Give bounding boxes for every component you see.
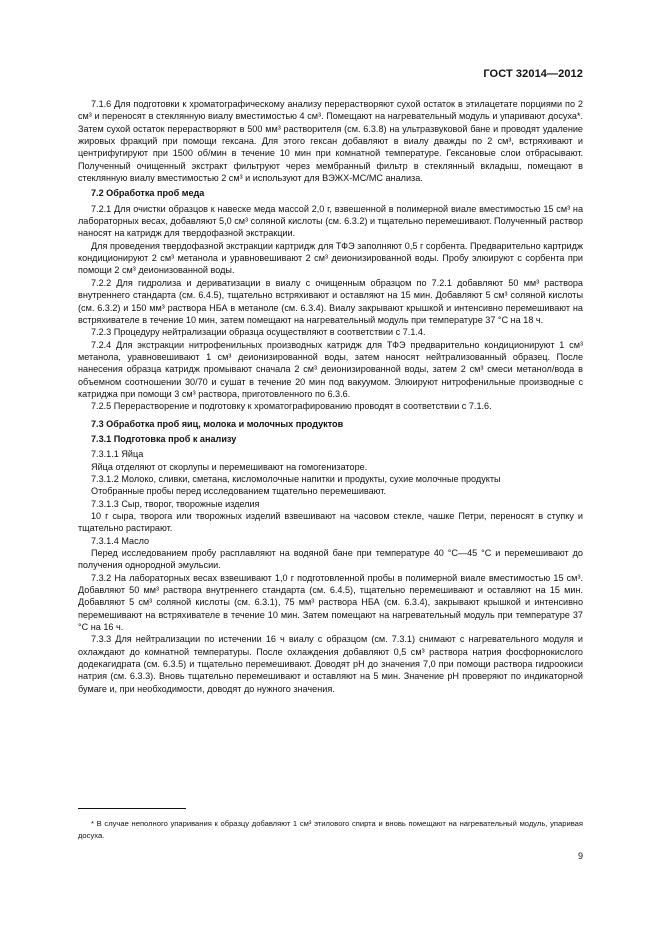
page-number: 9 — [577, 851, 583, 861]
item-heading-milk: 7.3.1.2 Молоко, сливки, сметана, кисломолочные напитки и продукты, сухие молочные продукты — [91, 473, 501, 484]
paragraph-7-3-2: 7.3.2 На лабораторных весах взвешивают 1,0 г подготовленной пробы в полимерной виале вместимостью 15 см³. Добавляют 50 мм³ раствора внутреннего стандарта (см. 6.4.5), тщательно перемешивают и оставляют на 15 мин. Добавляют 5 см³ соляной кислоты (см. 6.3.1), 75 мм³ раствора НБА (см. 6.3.4), закрывают крышкой и интенсивно перемешивают на встряхивателе в течение 10 мин. Затем помещают на нагревательный модуль при температуре 37 °С на 16 ч. — [78, 572, 583, 633]
item-heading-cheese: 7.3.1.3 Сыр, творог, творожные изделия — [91, 498, 260, 509]
paragraph-7-2-2: 7.2.2 Для гидролиза и дериватизации в виалу с очищенным образцом по 7.2.1 добавляют 50 мм³ раствора внутреннего стандарта (см. 6.4.5), тщательно встряхивают и оставляют на 15 мин. Добавляют 5 см³ соляной кислоты (см. 6.3.2) и 150 мм³ раствора НБА в метаноле (см. 6.3.4). Виалу закрывают крышкой и интенсивно перемешивают на встряхивателе в течение 10 мин, затем помещают на нагревательный модуль при температуре 37 °С на 18 ч. — [78, 277, 583, 325]
paragraph-7-1-6: 7.1.6 Для подготовки к хроматографическому анализу перерастворяют сухой остаток в этилацетате порциями по 2 см³ и переносят в стеклянную виалу вместимостью 4 см³. Помещают на нагревательный модуль и упаривают досуха*. Затем сухой остаток перерастворяют в 500 мм³ растворителя (см. 6.3.8) на ультразвуковой бане и проводят удаление жировых фракций при помощи гексана. Для этого гексан добавляют в виалу дважды по 2 см³, встряхивают и центрифугируют при 1500 об/мин в течение 10 мин при комнатной температуре. Гексановые слои отбрасывают. Полученный очищенный экстракт фильтруют через мембранный фильтр в стеклянный вкладыш, помещают в стеклянную виалу вместимостью 2 см³ и используют для ВЭЖХ-МС/МС анализа. — [78, 99, 583, 184]
paragraph-eggs: Яйца отделяют от скорлупы и перемешивают на гомогенизаторе. — [91, 461, 368, 472]
item-heading-eggs: 7.3.1.1 Яйца — [91, 449, 144, 460]
paragraph-cheese: 10 г сыра, творога или творожных изделий взвешивают на часовом стекле, чашке Петри, переносят в ступку и тщательно растирают. — [78, 511, 583, 534]
item-heading-butter: 7.3.1.4 Масло — [91, 535, 150, 546]
paragraph-7-2-1: 7.2.1 Для очистки образцов к навеске меда массой 2,0 г, взвешенной в полимерной виале вместимостью 15 см³ на лабораторных весах, добавляют 5,0 см³ соляной кислоты (см. 6.3.2) и тщательно перемешивают. Полученный раствор наносят на катридж для твердофазной экстракции. — [78, 203, 583, 239]
paragraph-butter: Перед исследованием пробу расплавляют на водяной бане при температуре 40 °С—45 °С и перемешивают до получения однородной эмульсии. — [78, 548, 583, 571]
paragraph-7-2-4: 7.2.4 Для экстракции нитрофенильных производных катридж для ТФЭ предварительно кондиционируют 1 см³ метанола, уравновешивают 1 см³ деионизированной воды, затем наносят нейтрализованный образец. После нанесения образца катридж промывают сначала 2 см³ деионизированной воды, затем 2 см³ смеси метанол/вода в объемном соотношении 30/70 и сушат в течение 20 мин под вакуумом. Элюируют нитрофенильные производные с катриджа при помощи 3 см³ раствора, приготовленного по 6.3.6. — [78, 339, 583, 399]
footnote: * В случае неполного упаривания к образцу добавляют 1 см³ этилового спирта и вновь помещают на нагревательный модуль, упаривая досуха. — [78, 819, 583, 840]
footnote-divider — [78, 808, 186, 809]
document-body — [78, 98, 583, 695]
paragraph-7-2-3: 7.2.3 Процедуру нейтрализации образца осуществляют в соответствии с 7.1.4. — [91, 327, 426, 338]
paragraph-milk: Отобранные пробы перед исследованием тщательно перемешивают. — [91, 486, 386, 497]
paragraph-spe: Для проведения твердофазной экстракции картридж для ТФЭ заполняют 0,5 г сорбента. Предварительно картридж кондиционируют 2 см³ метанола и уравновешивают 2 см³ деионизированной воды. Пробу элюируют с сорбента при помощи 2 см³ деионизованной воды. — [78, 240, 583, 276]
subsection-heading-7-3-1: 7.3.1 Подготовка проб к анализу — [91, 433, 237, 444]
section-heading-7-3: 7.3 Обработка проб яиц, молока и молочных продуктов — [91, 418, 344, 429]
paragraph-7-3-3: 7.3.3 Для нейтрализации по истечении 16 ч виалу с образцом (см. 7.3.1) снимают с нагревательного модуля и охлаждают до комнатной температуры. После охлаждения добавляют 0,5 см³ раствора натрия фосфорнокислого додекагидрата (см. 6.3.5) и тщательно перемешивают. Доводят pH до значения 7,0 при помощи раствора гидроокиси натрия (см. 6.3.3). Вновь тщательно перемешивают и оставляют на 5 мин. Значение pH проверяют по индикаторной бумаге и, при необходимости, доводят до нужного значения. — [78, 634, 583, 694]
paragraph-7-2-5: 7.2.5 Перерастворение и подготовку к хроматографированию проводят в соответствии с 7.1.6. — [91, 401, 492, 412]
section-heading-7-2: 7.2 Обработка проб меда — [91, 188, 205, 199]
standard-header: ГОСТ 32014—2012 — [483, 68, 583, 80]
